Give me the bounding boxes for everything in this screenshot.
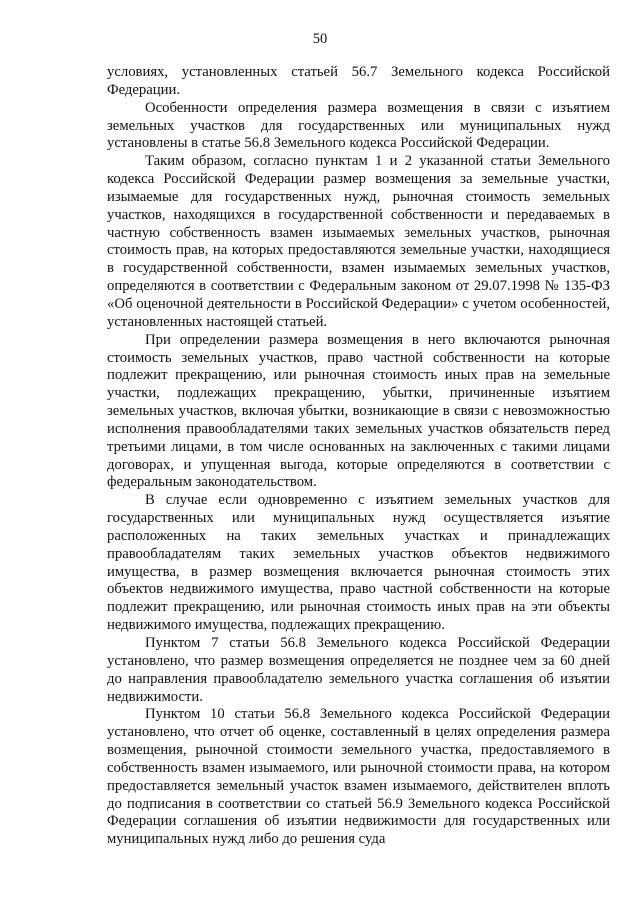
paragraph-4: При определении размера возмещения в него включаются рыночная стоимость земельных участков, право частной собственности на которые подлежит прекращению, или рыночная стоимость иных прав на земельные участки, подлежащих прекращению, убытки, причиненные изъятием земельных участков, включая убытки, возникающие в связи с невозможностью исполнения правообладателями таких земельных участков обязательств перед третьими лицами, в том числе основанных на заключенных с такими лицами договорах, и упущенная выгода, которые определяются в соответствии с федеральным законодательством. [107, 331, 610, 491]
body-text [107, 64, 610, 849]
paragraph-1: условиях, установленных статьей 56.7 Земельного кодекса Российской Федерации. [107, 64, 610, 98]
page-number: 50 [312, 31, 328, 47]
paragraph-3: Таким образом, согласно пунктам 1 и 2 указанной статьи Земельного кодекса Российской Федерации размер возмещения за земельные участки, изымаемые для государственных нужд, рыночная стоимость земельных участков, находящихся в государственной собственности и передаваемых в частную собственность взамен изымаемых земельных участков, рыночная стоимость прав, на которых предоставляются земельные участки, находящиеся в государственной собственности, взамен изымаемых земельных участков, определяются в соответствии с Федеральным законом от 29.07.1998 № 135-ФЗ «Об оценочной деятельности в Российской Федерации» с учетом особенностей, установленных настоящей статьей. [107, 153, 610, 330]
paragraph-7: Пунктом 10 статьи 56.8 Земельного кодекса Российской Федерации установлено, что отчет об оценке, составленный в целях определения размера возмещения, рыночной стоимости земельного участка, предоставляемого в собственность взамен изымаемого, или рыночной стоимости права, на котором предоставляется земельный участок взамен изымаемого, действителен вплоть до подписания в соответствии со статьей 56.9 Земельного кодекса Российской Федерации соглашения об изъятии недвижимости для государственных или муниципальных нужд либо до решения суда [107, 706, 610, 848]
paragraph-6: Пунктом 7 статьи 56.8 Земельного кодекса Российской Федерации установлено, что размер возмещения определяется не позднее чем за 60 дней до направления правообладателю земельного участка соглашения об изъятии недвижимости. [107, 635, 610, 705]
paragraph-5: В случае если одновременно с изъятием земельных участков для государственных или муниципальных нужд осуществляется изъятие расположенных на таких земельных участках и принадлежащих правообладателям таких земельных участков объектов недвижимого имущества, в размер возмещения включается рыночная стоимость этих объектов недвижимого имущества, право частной собственности на которые подлежит прекращению, или рыночная стоимость иных прав на эти объекты недвижимого имущества, подлежащих прекращению. [107, 492, 610, 634]
paragraph-2: Особенности определения размера возмещения в связи с изъятием земельных участков для государственных или муниципальных нужд установлены в статье 56.8 Земельного кодекса Российской Федерации. [107, 99, 610, 152]
